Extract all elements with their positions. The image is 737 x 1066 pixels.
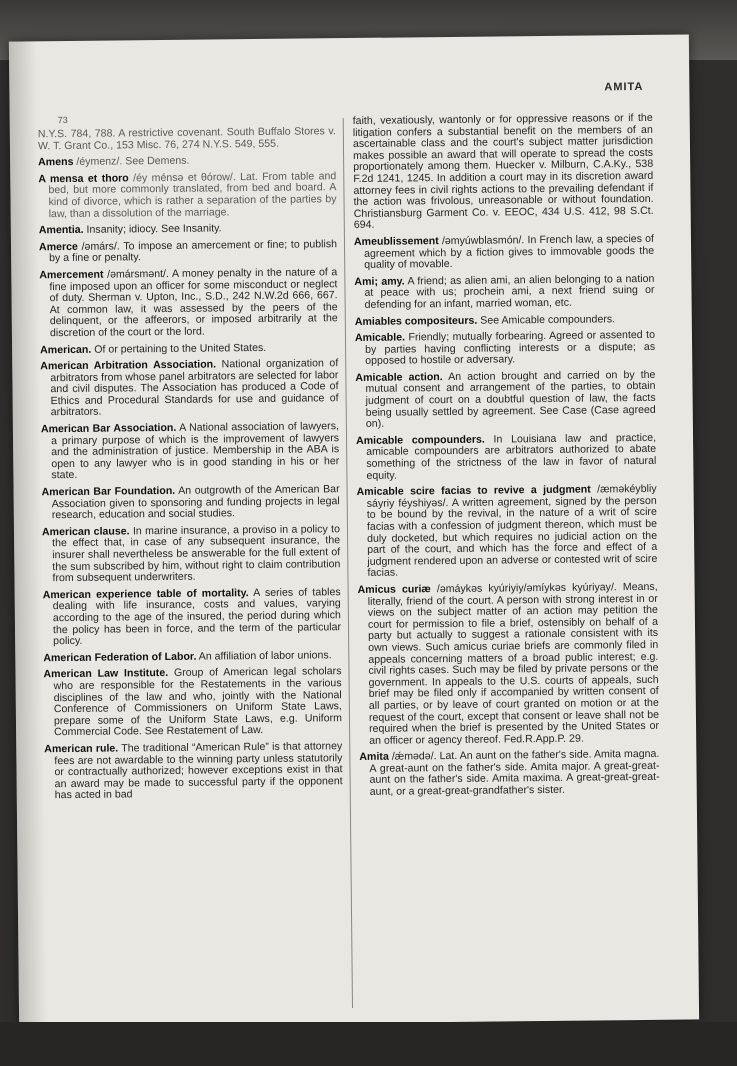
- entry-headword: American experience table of mortality.: [42, 586, 249, 602]
- entry-definition: /éy ménsə et θórow/. Lat. From table and bed, but more commonly translated, from bed and board. A kind of divorce, which is rather a separation of the parties by law, than a dissolution of the marriage.: [48, 169, 337, 220]
- entry-headword: Amicable.: [354, 331, 406, 345]
- entry-definition: Insanity; idiocy. See Insanity.: [83, 222, 222, 236]
- dictionary-entry: [43, 587, 342, 648]
- entry-headword: Amita: [359, 750, 389, 764]
- dictionary-entry: [38, 126, 336, 152]
- dictionary-entry: [355, 370, 656, 431]
- entry-definition: A friend; as alien ami, an alien belonging to a nation at peace with us; prochein ami, a next friend suing or defending for an infant, married woman, etc.: [364, 272, 655, 311]
- entry-definition: An action brought and carried on by the mutual consent and arrangement of the parties, to obtain judgment of court on a doubtful question of law, the facts being usually settled by agreement. See Case (Case agreed on).: [365, 368, 656, 431]
- entry-headword: American rule.: [44, 742, 119, 756]
- dictionary-entry: [357, 484, 658, 580]
- running-head: AMITA: [604, 80, 644, 94]
- entry-headword: American Arbitration Association.: [40, 358, 217, 373]
- entry-definition: /éymenz/. See Demens.: [73, 154, 190, 169]
- dictionary-entry: [40, 358, 339, 419]
- dictionary-entry: [42, 484, 340, 522]
- entry-definition: Group of American legal scholars who are responsible for the Restatements in the various disciplines of the law and who, jointly with the National Conference of Commissioners on Uniform State Laws, prepare some of the Uniform State Laws, e.g. Uniform Commercial Code. See Restatement of Law.: [53, 665, 343, 739]
- entry-definition: /ǽmədə/. Lat. An aunt on the father's side. Amita magna. A great-aunt on the father's side. Amita major. A great-great-aunt on the father's side. Amita maxima. A great-great-great-aunt, or a great-great-grandfather's sister.: [369, 748, 660, 798]
- dictionary-entry: [38, 154, 336, 169]
- entry-headword: American Law Institute.: [43, 667, 169, 681]
- dictionary-entry: [358, 582, 660, 747]
- entry-definition: /əmyúwblasmón/. In French law, a species of agreement which by a fiction gives to immovable goods the quality of movable.: [364, 232, 655, 272]
- dictionary-entry: [355, 330, 655, 368]
- dictionary-entry: [44, 741, 343, 802]
- entry-headword: American Bar Foundation.: [41, 484, 176, 499]
- dictionary-entry: [42, 524, 341, 585]
- entry-definition: National organization of arbitrators from whose panel arbitrators are selected for labor and civil disputes. The Association has produced a Code of Ethics and Procedural Standards for use and guidance of arbitrators.: [50, 357, 339, 419]
- entry-headword: Amiables compositeurs.: [354, 314, 478, 328]
- entry-headword: American.: [40, 343, 92, 356]
- column-rule: [343, 118, 353, 1008]
- dictionary-entry: [41, 421, 340, 482]
- dictionary-entry: [359, 749, 659, 799]
- dictionary-entry: [39, 239, 337, 265]
- entry-definition: faith, vexatiously, wantonly or for oppressive reasons or if the litigation confers a substantial benefit on the members of an ascertainable class and the court's subject matter jurisdiction makes possible an award that will operate to spread the costs proportionately among them. Huecker v. Milburn, C.A.Ky., 538 F.2d 1241, 1245. In addition a court may in its discretion award attorney fees in civil rights actions to the prevailing defendant if the action was frivolous, unreasonable or without foundation. Christiansburg Garment Co. v. EEOC, 434 U.S. 412, 98 S.Ct. 694.: [352, 111, 654, 232]
- entry-headword: American Bar Association.: [40, 421, 177, 436]
- dictionary-page: [9, 34, 699, 1026]
- entry-headword: A mensa et thoro: [38, 172, 129, 186]
- entry-definition: Of or pertaining to the United States.: [91, 341, 267, 356]
- entry-definition: The traditional “American Rule” is that attorney fees are not awardable to the winning party unless statutorily or contractually authorized; however exceptions exist in that an award may be made to successful party if the opponent has acted in bad: [54, 740, 343, 802]
- dictionary-entry: [354, 274, 654, 312]
- dictionary-entry: [354, 234, 654, 272]
- dictionary-entry: [355, 313, 655, 328]
- entry-definition: /əmárs/. To impose an amercement or fine; to publish by a fine or penalty.: [49, 237, 338, 265]
- dictionary-entry: [38, 171, 336, 220]
- entry-headword: Amens: [38, 156, 74, 169]
- entry-headword: American clause.: [41, 525, 130, 539]
- entry-definition: /əmársmənt/. A money penalty in the nature of a fine imposed upon an officer for some misconduct or neglect of duty. Sherman v. Upton, Inc., S.D., 242 N.W.2d 666, 667. At common law, it was assessed by the peers of the delinquent, or the affeerors, or imposed arbitrarily at the discretion of the court or the lord.: [49, 266, 338, 340]
- entry-definition: Friendly; mutually forbearing. Agreed or assented to by parties having conflicting interests or a dispute; as opposed to hostile or adversary.: [365, 328, 656, 368]
- entry-headword: American Federation of Labor.: [43, 650, 197, 665]
- entry-headword: Ameublissement: [353, 235, 439, 248]
- page-number: 73: [57, 114, 68, 126]
- entry-definition: N.Y.S. 784, 788. A restrictive covenant. South Buffalo Stores v. W. T. Grant Co., 153 Misc. 76, 274 N.Y.S. 549, 555.: [37, 125, 336, 152]
- entry-definition: See Amicable compounders.: [477, 312, 616, 327]
- left-column: [38, 126, 343, 807]
- entry-headword: Amicable action.: [355, 370, 443, 384]
- entry-headword: Amicus curiæ: [357, 583, 431, 596]
- dictionary-entry: [43, 666, 342, 739]
- entry-definition: An affiliation of labor unions.: [196, 648, 332, 663]
- entry-headword: Amercement: [39, 268, 104, 282]
- entry-definition: In marine insurance, a proviso in a policy to the effect that, in case of any subsequent insurance, the insurer shall nevertheless be answerable for the full extent of the sum subscribed by him, without right to claim contribution from subsequent underwriters.: [52, 522, 341, 585]
- entry-headword: Amicable scire facias to revive a judgment: [356, 483, 591, 499]
- dictionary-entry: [353, 113, 654, 232]
- dictionary-entry: [40, 342, 338, 357]
- entry-definition: /æməkéybliy sáyriy féyshiyəs/. A written agreement, signed by the person to be bound by the revival, in the nature of a writ of scire facias with a confession of judgment thereon, which must be duly docketed, but which requires no judicial action on the part of the court, and which has the force and effect of a judgment rendered upon an adverse or contested writ of scire facias.: [366, 483, 658, 580]
- entry-headword: Ami; amy.: [354, 275, 405, 288]
- dictionary-entry: [356, 433, 656, 483]
- entry-headword: Amentia.: [38, 223, 84, 237]
- dictionary-entry: [39, 267, 338, 340]
- entry-headword: Amerce: [38, 240, 78, 254]
- dictionary-entry: [43, 650, 341, 665]
- entry-definition: A National association of lawyers, a primary purpose of which is the improvement of lawyers and the administration of justice. Membership in the ABA is open to any lawyer who is in good standing in his or her state.: [50, 420, 340, 482]
- entry-headword: Amicable compounders.: [355, 433, 485, 447]
- dictionary-entry: [39, 222, 337, 237]
- entry-definition: /əmáykəs kyúriyiy/əmíykəs kyúriyay/. Means, literally, friend of the court. A person with strong interest in or views on the subject matter of an action may petition the court for permission to file a brief, ostensibly on behalf of a party but actually to suggest a rationale consistent with its own views. Such amicus curiae briefs are commonly filed in appeals concerning matters of a broad public interest; e.g. civil rights cases. Such may be filed by private persons or the government. In appeals to the U.S. courts of appeals, such brief may be filed only if accompanied by written consent of all parties, or by leave of court granted on motion or at the request of the court, except that consent or leave shall not be required when the brief is presented by the United States or an officer or agency thereof. Fed.R.App.P. 29.: [367, 580, 660, 747]
- background-bottom: [0, 1022, 737, 1066]
- entry-definition: A series of tables dealing with life insurance, costs and values, varying according to the age of the insured, the period during which the policy has been in force, and the term of the particular policy.: [52, 585, 342, 648]
- right-column: [353, 113, 660, 804]
- entry-definition: In Louisiana law and practice, amicable compounders are arbitrators authorized to abate something of the strictness of the law in favor of natural equity.: [366, 431, 657, 482]
- entry-definition: An outgrowth of the American Bar Association given to sponsoring and funding projects in legal research, education and social studies.: [51, 483, 340, 522]
